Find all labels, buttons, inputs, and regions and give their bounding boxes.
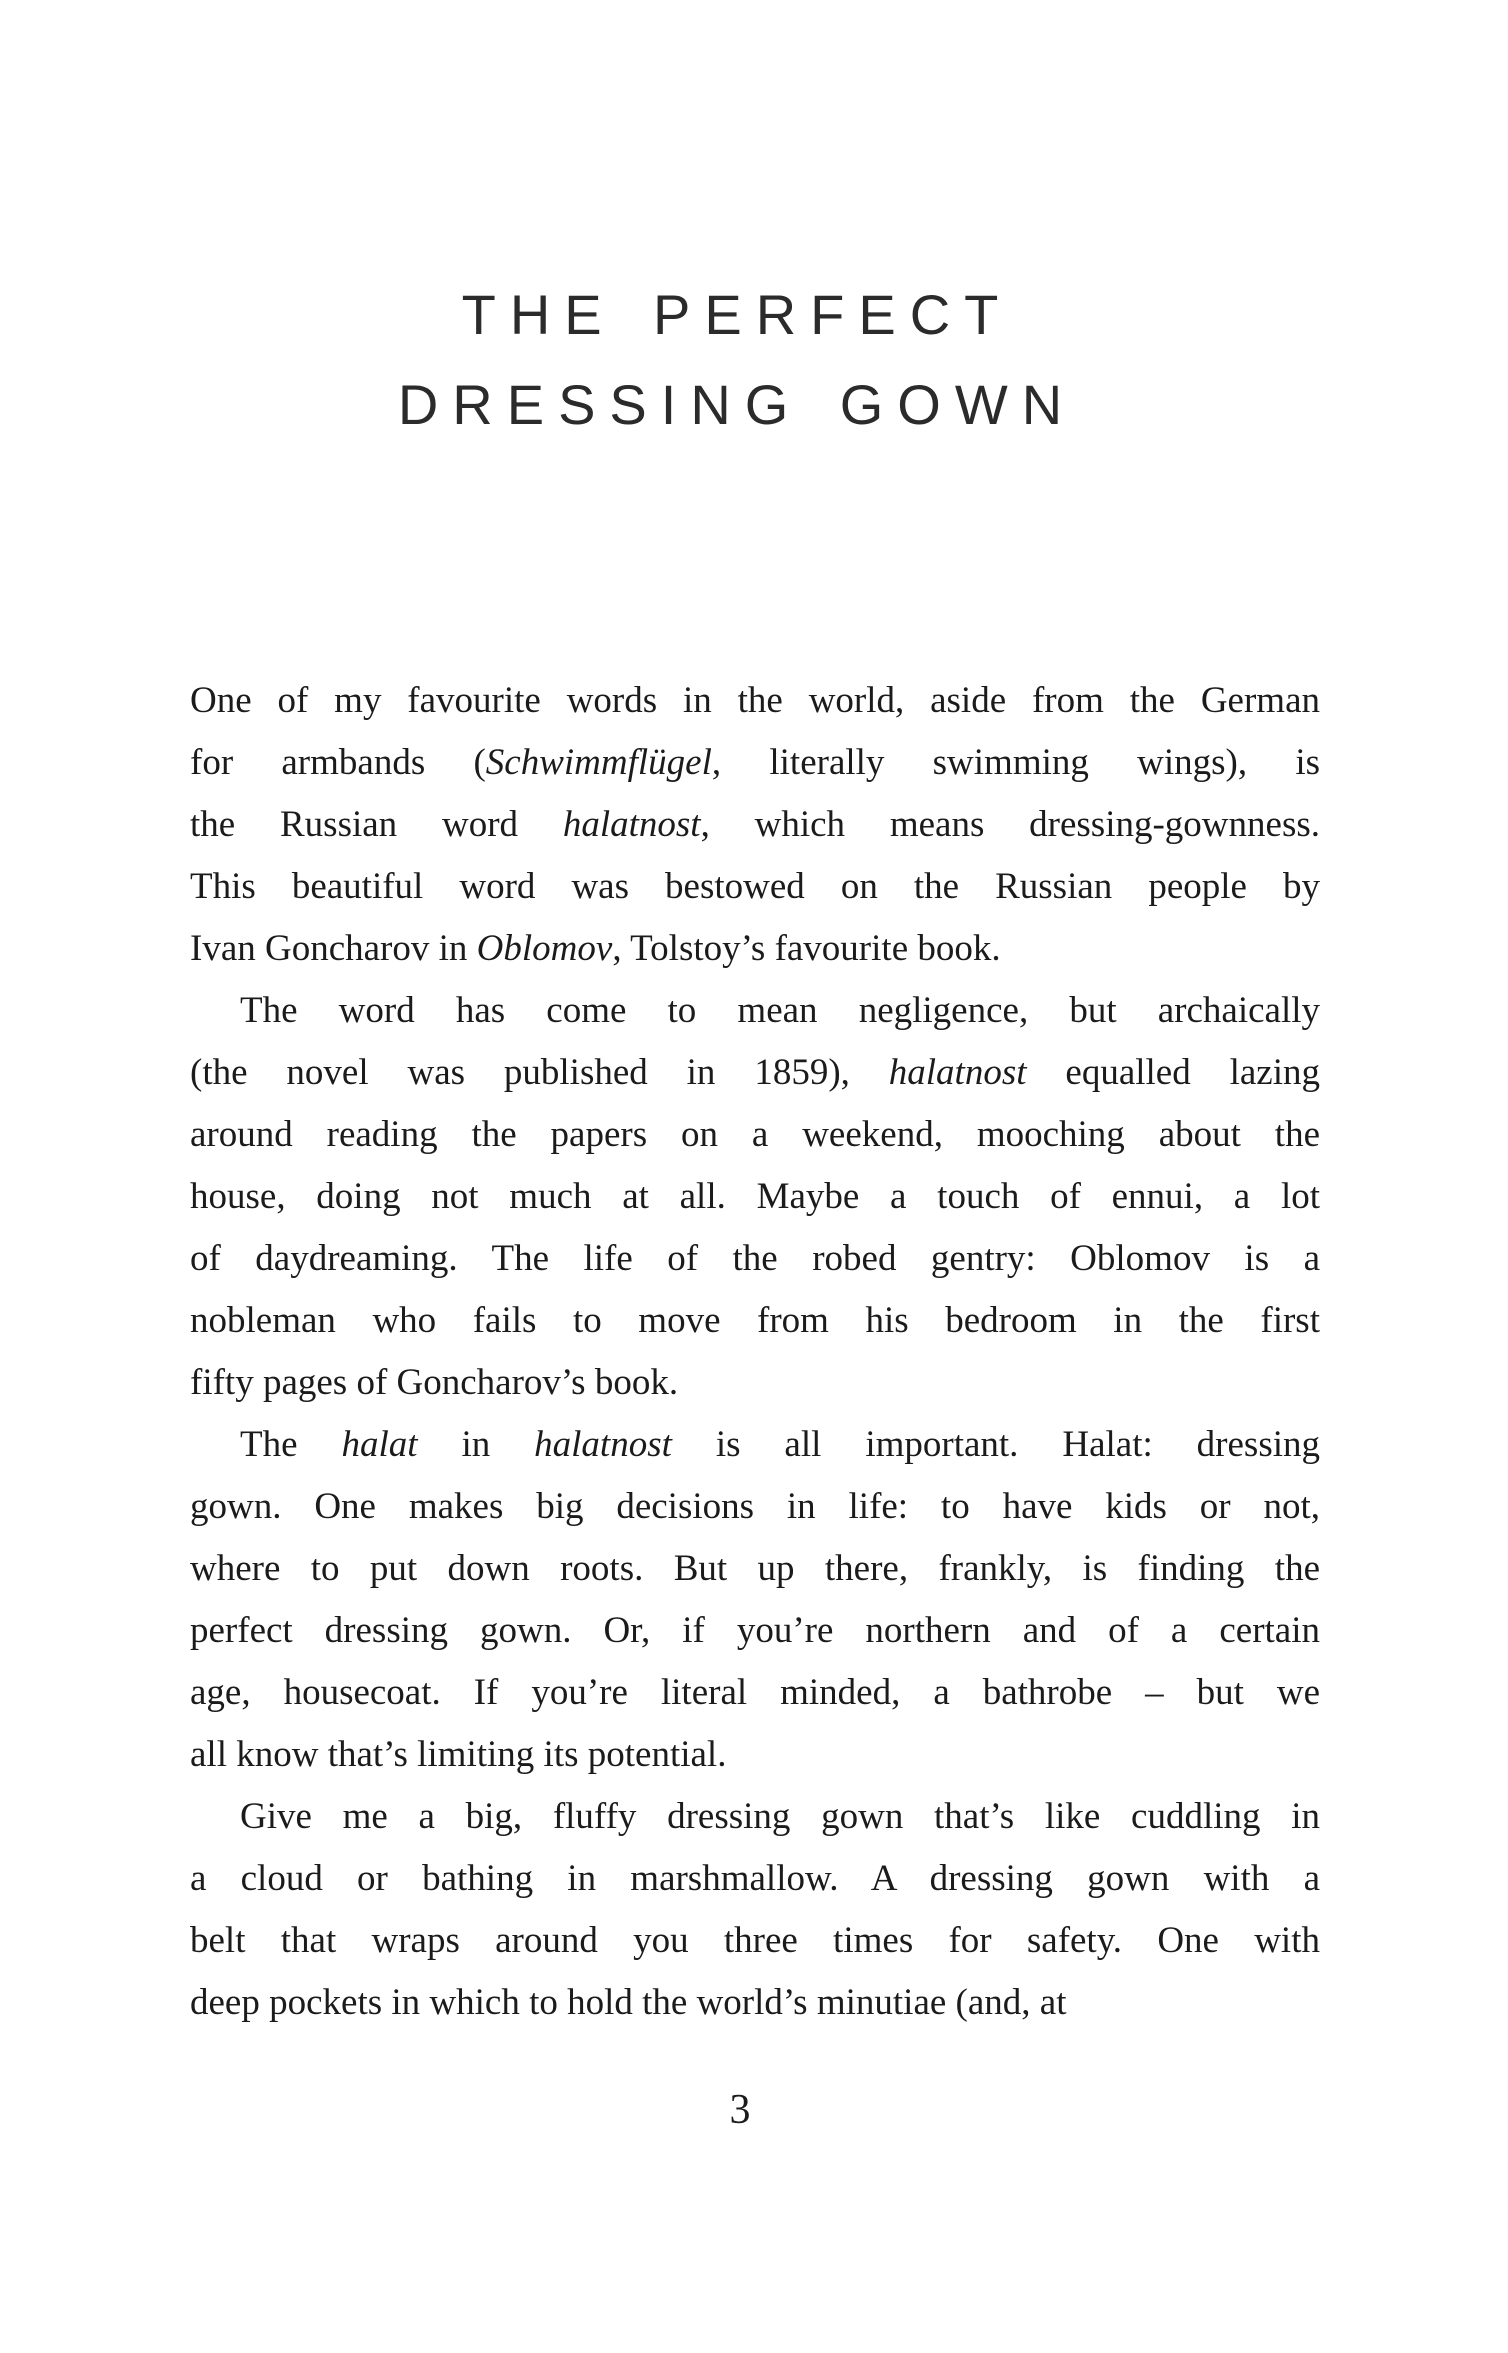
text-segment: , which means dressing-gownness.	[700, 804, 1320, 845]
text-line	[190, 856, 1320, 918]
italic-text: Schwimmflügel	[485, 742, 712, 783]
text-segment: nobleman who fails to move from his bedroom in the first	[190, 1300, 1320, 1341]
text-line	[190, 1476, 1320, 1538]
chapter-title-line-1: THE PERFECT	[461, 283, 1013, 346]
text-line	[190, 1972, 1320, 2034]
text-segment: age, housecoat. If you’re literal minded, a bathrobe – but we	[190, 1672, 1320, 1713]
text-line	[190, 1290, 1320, 1352]
text-segment: The word has come to mean negligence, but archaically	[240, 990, 1320, 1031]
text-line	[190, 1786, 1320, 1848]
text-segment: for armbands (	[190, 742, 486, 783]
text-segment: deep pockets in which to hold the world’s minutiae (and, at	[190, 1982, 1067, 2023]
text-line	[190, 1724, 1320, 1786]
text-segment: gown. One makes big decisions in life: to have kids or not,	[190, 1486, 1320, 1527]
paragraph	[190, 670, 1320, 980]
italic-text: halat	[341, 1424, 418, 1465]
text-line	[190, 1538, 1320, 1600]
italic-text: halatnost	[562, 804, 701, 845]
text-segment: This beautiful word was bestowed on the Russian people by	[190, 866, 1320, 907]
text-line	[190, 1414, 1320, 1476]
text-segment: where to put down roots. But up there, frankly, is finding the	[190, 1548, 1320, 1589]
text-line	[190, 1352, 1320, 1414]
italic-text: Oblomov	[476, 928, 613, 969]
text-segment: Give me a big, fluffy dressing gown that’s like cuddling in	[240, 1796, 1320, 1837]
text-segment: perfect dressing gown. Or, if you’re northern and of a certain	[190, 1610, 1320, 1651]
italic-text: halatnost	[534, 1424, 672, 1465]
text-segment: Ivan Goncharov in	[190, 928, 477, 969]
body-text	[190, 670, 1320, 2034]
text-segment: of daydreaming. The life of the robed gentry: Oblomov is a	[190, 1238, 1320, 1279]
text-segment: , Tolstoy’s favourite book.	[612, 928, 1001, 969]
text-line	[190, 1104, 1320, 1166]
text-line	[190, 1166, 1320, 1228]
text-segment: in	[417, 1424, 535, 1465]
chapter-title-line-2: DRESSING GOWN	[397, 373, 1077, 436]
text-segment: fifty pages of Goncharov’s book.	[190, 1362, 679, 1403]
text-segment: , literally swimming wings), is	[711, 742, 1321, 783]
chapter-title	[398, 270, 1076, 450]
text-segment: all know that’s limiting its potential.	[190, 1734, 727, 1775]
text-line	[190, 1910, 1320, 1972]
text-line	[190, 1662, 1320, 1724]
text-segment: equalled lazing	[1026, 1052, 1321, 1093]
italic-text: halatnost	[888, 1052, 1027, 1093]
text-segment: is all important. Halat: dressing	[671, 1424, 1320, 1465]
text-line	[190, 732, 1320, 794]
text-segment: One of my favourite words in the world, aside from the German	[190, 680, 1320, 721]
text-segment: a cloud or bathing in marshmallow. A dressing gown with a	[190, 1858, 1320, 1899]
text-line	[190, 794, 1320, 856]
text-segment: The	[240, 1424, 342, 1465]
paragraph	[190, 980, 1320, 1414]
text-segment: the Russian word	[190, 804, 563, 845]
text-segment: belt that wraps around you three times for safety. One with	[190, 1920, 1320, 1961]
text-line	[190, 1228, 1320, 1290]
page-number: 3	[729, 2087, 751, 2133]
text-line	[190, 1042, 1320, 1104]
text-segment: around reading the papers on a weekend, mooching about the	[190, 1114, 1320, 1155]
paragraph	[190, 1414, 1320, 1786]
text-line	[190, 1600, 1320, 1662]
text-line	[190, 980, 1320, 1042]
text-line	[190, 1848, 1320, 1910]
text-segment: house, doing not much at all. Maybe a touch of ennui, a lot	[190, 1176, 1320, 1217]
text-segment: (the novel was published in 1859),	[190, 1052, 889, 1093]
text-line	[190, 670, 1320, 732]
text-line	[190, 918, 1320, 980]
paragraph	[190, 1786, 1320, 2034]
